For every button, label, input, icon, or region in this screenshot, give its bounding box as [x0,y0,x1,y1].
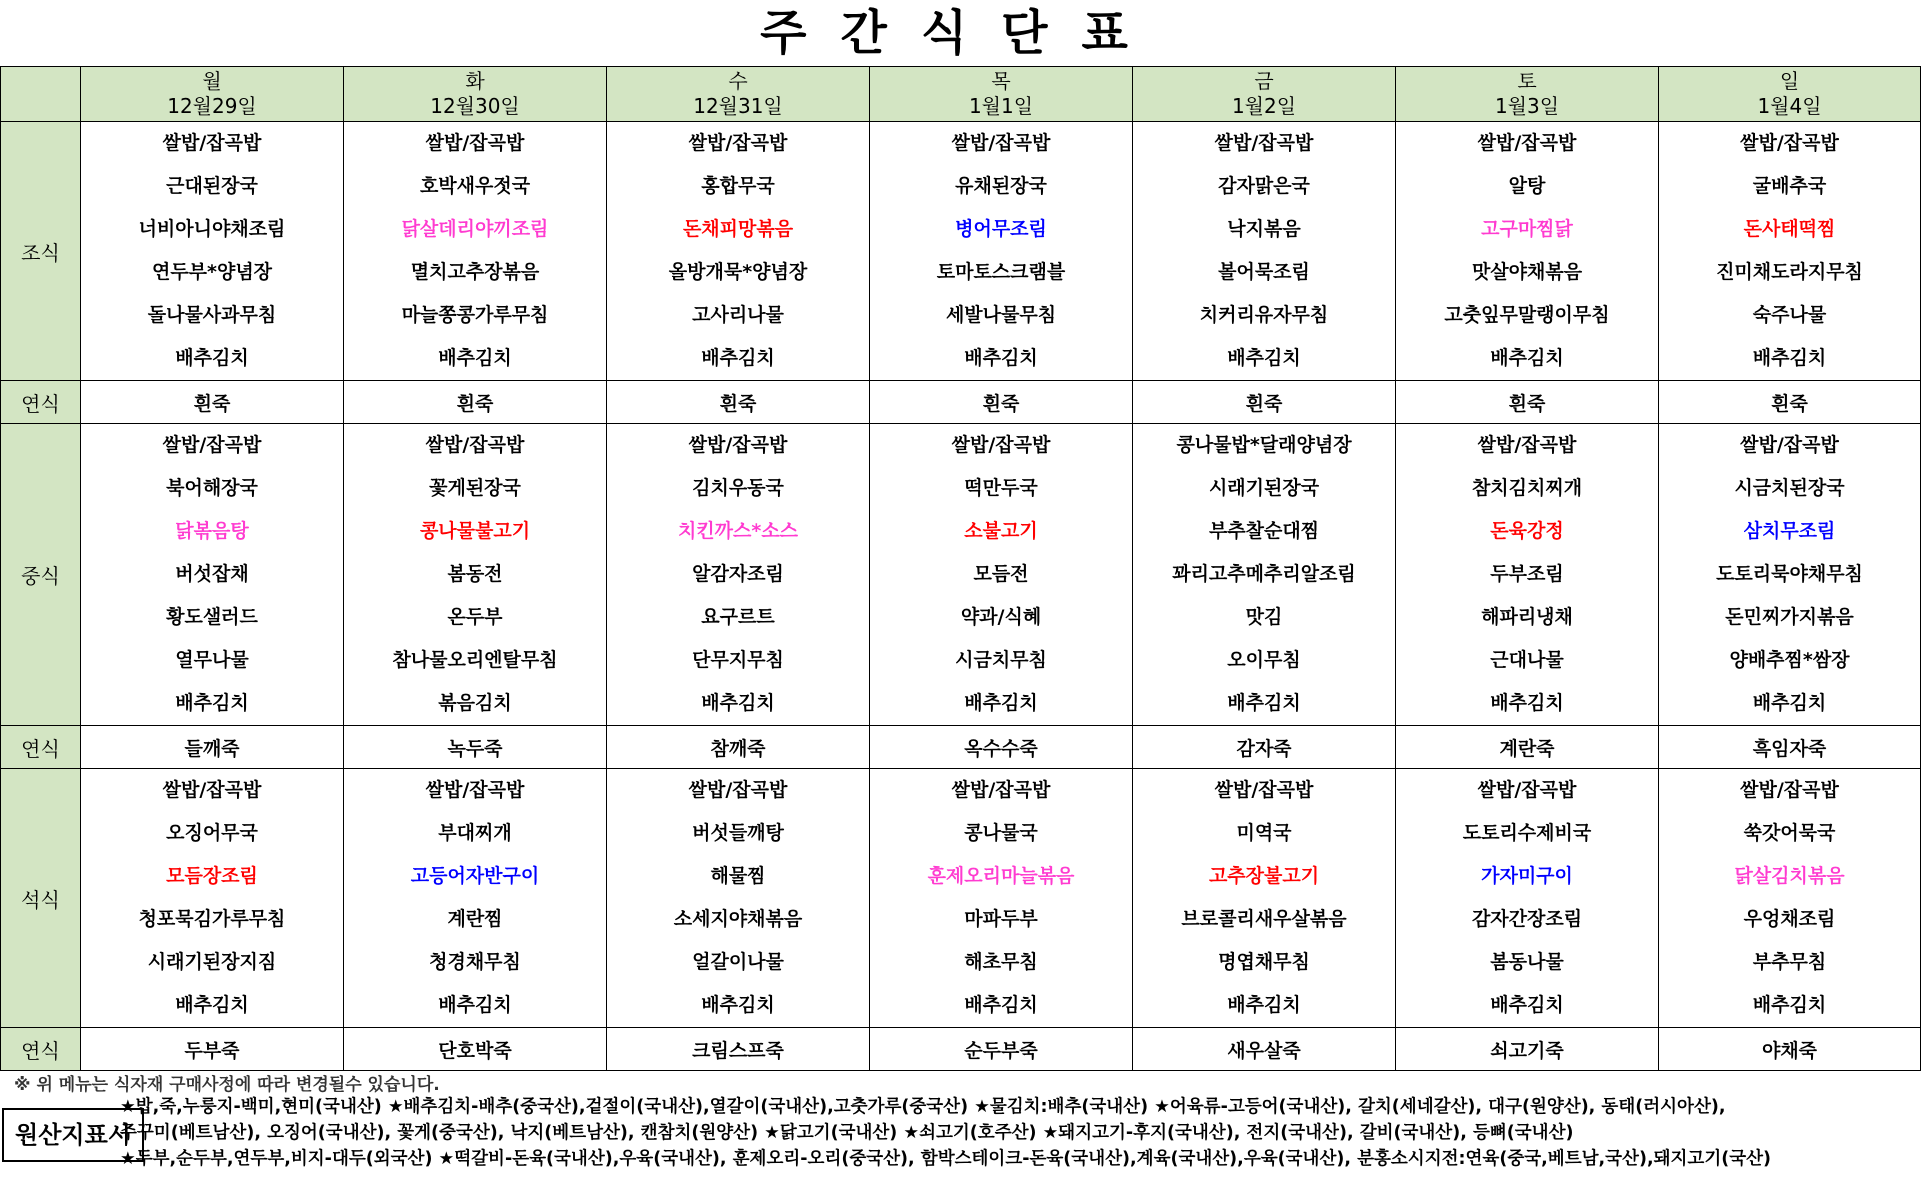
menu-item: 배추김치 [438,347,512,369]
notice-text: ※ 위 메뉴는 식자재 구매사정에 따라 변경될수 있습니다. [14,1075,440,1095]
meal-label: 중식 [1,424,81,726]
menu-item: 시금치무침 [955,649,1047,671]
menu-item: 청경채무침 [429,951,521,973]
day-header [81,67,344,122]
menu-item: 너비아니야채조림 [138,218,286,240]
day-name: 금 [1254,69,1274,93]
menu-item: 쌀밥/잡곡밥 [688,132,788,154]
menu-item: 오이무침 [1227,649,1301,671]
menu-item: 쌀밥/잡곡밥 [688,779,788,801]
menu-item: 쌀밥/잡곡밥 [951,779,1051,801]
menu-item: 도토리묵야채무침 [1716,563,1863,585]
menu-item: 참치김치찌개 [1471,477,1583,499]
menu-item: 쌀밥/잡곡밥 [1477,779,1577,801]
menu-item: 올방개묵*양념장 [668,261,808,283]
day-header [870,67,1133,122]
day-date: 1월2일 [1231,94,1297,118]
menu-cell [344,769,607,1028]
menu-cell [1659,122,1921,381]
menu-item: 황도샐러드 [166,606,258,628]
snack-cell: 녹두죽 [344,726,607,769]
menu-item: 부추무침 [1752,951,1827,973]
menu-item: 쌀밥/잡곡밥 [425,779,525,801]
menu-item: 돈육강정 [1490,520,1564,542]
menu-item: 맛살야채볶음 [1471,261,1583,283]
menu-item: 삼치무조림 [1743,520,1836,542]
snack-cell: 단호박죽 [344,1028,607,1071]
menu-item: 감자맑은국 [1218,175,1310,197]
day-date: 1월1일 [968,94,1034,118]
menu-item: 배추김치 [701,692,775,714]
menu-item: 멸치고추장볶음 [410,261,540,283]
meal-label: 연식 [1,726,81,769]
page-title: 주간식단표 [760,5,1162,61]
menu-item: 마파두부 [964,908,1038,930]
snack-cell: 흰죽 [1659,381,1921,424]
menu-item: 미역국 [1236,822,1292,844]
menu-item: 콩나물국 [964,822,1038,844]
menu-cell [1133,122,1396,381]
menu-item: 근대된장국 [166,175,258,197]
menu-item: 배추김치 [1490,347,1564,369]
menu-item: 쌀밥/잡곡밥 [951,132,1051,154]
snack-cell: 흰죽 [344,381,607,424]
menu-cell [870,769,1133,1028]
meal-row-lunch [1,424,1921,726]
snack-cell: 옥수수죽 [870,726,1133,769]
day-name: 일 [1779,69,1800,93]
menu-item: 근대나물 [1490,649,1564,671]
menu-item: 모듬장조림 [166,865,258,887]
menu-item: 쌀밥/잡곡밥 [951,434,1051,456]
menu-item: 온두부 [447,606,503,628]
menu-cell [1133,424,1396,726]
day-name: 월 [202,69,222,93]
menu-cell [344,122,607,381]
menu-item: 해초무침 [964,951,1038,973]
menu-cell [344,424,607,726]
menu-item: 토마토스크램블 [936,261,1066,283]
menu-cell [1396,122,1659,381]
menu-item: 소불고기 [964,520,1038,542]
menu-item: 청포묵김가루무침 [138,908,286,930]
menu-item: 시래기된장지짐 [147,951,277,973]
menu-cell [1396,769,1659,1028]
menu-item: 버섯들깨탕 [692,822,784,844]
menu-item: 배추김치 [1227,347,1301,369]
menu-item: 배추김치 [1227,692,1301,714]
menu-item: 북어해장국 [166,477,258,499]
day-name: 화 [465,69,485,93]
day-header [1133,67,1396,122]
menu-item: 쌀밥/잡곡밥 [1740,779,1839,801]
menu-item: 고등어자반구이 [410,865,540,887]
menu-cell [870,424,1133,726]
menu-item: 연두부*양념장 [151,261,273,283]
origin-info [120,1094,1920,1172]
menu-item: 우엉채조림 [1743,908,1836,930]
day-date: 12월30일 [430,94,520,118]
menu-item: 오징어무국 [166,822,258,844]
day-header [1396,67,1659,122]
day-date: 12월31일 [693,94,783,118]
snack-cell: 감자죽 [1133,726,1396,769]
menu-item: 볶음김치 [438,692,512,714]
day-date: 1월3일 [1494,94,1560,118]
menu-item: 쌀밥/잡곡밥 [1214,779,1314,801]
day-name: 토 [1517,69,1537,93]
menu-cell [81,769,344,1028]
meal-label: 조식 [1,122,81,381]
weekly-menu-table [0,66,1921,1071]
menu-item: 떡만두국 [964,477,1038,499]
menu-item: 배추김치 [1227,994,1301,1016]
menu-cell [607,122,870,381]
menu-item: 돈사태떡찜 [1743,218,1836,240]
day-header-row [1,67,1921,122]
menu-item: 김치우동국 [692,477,784,499]
menu-item: 쌀밥/잡곡밥 [1740,132,1839,154]
menu-item: 치킨까스*소스 [677,520,799,542]
menu-item: 부추찰순대찜 [1208,520,1320,542]
snack-cell: 쇠고기죽 [1396,1028,1659,1071]
menu-item: 시래기된장국 [1208,477,1320,499]
menu-item: 쌀밥/잡곡밥 [162,779,262,801]
menu-item: 닭살김치볶음 [1734,865,1845,887]
day-name: 수 [728,69,748,93]
snack-cell: 계란죽 [1396,726,1659,769]
menu-item: 배추김치 [175,994,249,1016]
origin-line: ★두부,순두부,연두부,비지-대두(외국산) ★떡갈비-돈육(국내산),우육(국내산), 훈제오리-오리(중국산), 함박스테이크-돈육(국내산),계육(국내산),우육(국내산), 분홍소시지전:연육(중국,베트남,국산),돼지고기(국산) [120,1149,1772,1169]
menu-item: 배추김치 [175,692,249,714]
menu-item: 병어무조림 [955,218,1047,240]
menu-item: 요구르트 [701,606,775,628]
menu-item: 배추김치 [1490,994,1564,1016]
origin-line: ★밥,죽,누룽지-백미,현미(국내산) ★배추김치-배추(중국산),겉절이(국내산),열갈이(국내산),고춧가루(중국산) ★물김치:배추(국내산) ★어육류-고등어(국내산), 갈치(세네갈산), 대구(원양산), 동태(러시아산), [120,1097,1726,1117]
menu-item: 쑥갓어묵국 [1743,822,1836,844]
menu-item: 고추장불고기 [1208,865,1320,887]
menu-item: 버섯잡채 [175,563,249,585]
day-name: 목 [991,69,1011,93]
snack-cell: 크림스프죽 [607,1028,870,1071]
menu-item: 참나물오리엔탈무침 [392,649,558,671]
menu-item: 배추김치 [438,994,512,1016]
menu-item: 감자간장조림 [1471,908,1583,930]
menu-item: 닭살데리야끼조림 [401,218,549,240]
day-header [607,67,870,122]
snack-cell: 흰죽 [1133,381,1396,424]
menu-item: 돈민찌가지볶음 [1725,606,1854,628]
snack-cell: 두부죽 [81,1028,344,1071]
snack-cell: 흰죽 [1396,381,1659,424]
menu-item: 배추김치 [1490,692,1564,714]
menu-item: 쌀밥/잡곡밥 [1740,434,1839,456]
menu-item: 도토리수제비국 [1462,822,1592,844]
menu-item: 브로콜리새우살볶음 [1181,908,1347,930]
menu-item: 콩나물밥*달래양념장 [1176,434,1352,456]
menu-item: 두부조림 [1490,563,1564,585]
menu-item: 계란찜 [447,908,503,930]
menu-cell [607,769,870,1028]
menu-item: 쌀밥/잡곡밥 [162,132,262,154]
snack-cell: 참깨죽 [607,726,870,769]
menu-item: 명엽채무침 [1218,951,1310,973]
menu-item: 배추김치 [701,994,775,1016]
menu-item: 호박새우젓국 [419,175,531,197]
menu-item: 배추김치 [701,347,775,369]
menu-item: 배추김치 [964,994,1038,1016]
snack-row [1,726,1921,769]
day-header [344,67,607,122]
menu-item: 쌀밥/잡곡밥 [1477,434,1577,456]
meal-label: 연식 [1,1028,81,1071]
menu-item: 쌀밥/잡곡밥 [1477,132,1577,154]
menu-item: 쌀밥/잡곡밥 [162,434,262,456]
day-header [1659,67,1921,122]
menu-item: 쌀밥/잡곡밥 [425,434,525,456]
menu-item: 숙주나물 [1752,304,1827,326]
menu-item: 훈제오리마늘볶음 [927,865,1075,887]
menu-item: 맛김 [1245,606,1283,628]
menu-cell [1659,424,1921,726]
menu-item: 꽃게된장국 [429,477,521,499]
menu-item: 쌀밥/잡곡밥 [1214,132,1314,154]
menu-item: 돌나물사과무침 [147,304,277,326]
day-date: 1월4일 [1757,94,1822,118]
menu-item: 배추김치 [1752,994,1827,1016]
menu-item: 봄동나물 [1490,951,1564,973]
menu-item: 유채된장국 [955,175,1047,197]
menu-item: 진미채도라지무침 [1716,261,1863,283]
menu-item: 얼갈이나물 [692,951,784,973]
menu-item: 쌀밥/잡곡밥 [425,132,525,154]
menu-item: 세발나물무침 [945,304,1057,326]
menu-cell [81,424,344,726]
menu-item: 배추김치 [964,347,1038,369]
menu-item: 모듬전 [973,563,1029,585]
meal-row-breakfast [1,122,1921,381]
snack-cell: 흑임자죽 [1659,726,1921,769]
menu-item: 양배추찜*쌈장 [1729,649,1850,671]
menu-item: 약과/식혜 [960,606,1042,628]
menu-item: 해파리냉채 [1481,606,1573,628]
menu-item: 고사리나물 [692,304,784,326]
meal-row-dinner [1,769,1921,1028]
menu-item: 고춧잎무말랭이무침 [1444,304,1610,326]
menu-item: 고구마찜닭 [1481,218,1573,240]
day-date: 12월29일 [167,94,257,118]
snack-cell: 야채죽 [1659,1028,1921,1071]
menu-item: 가자미구이 [1481,865,1573,887]
menu-cell [1396,424,1659,726]
menu-item: 열무나물 [175,649,249,671]
menu-item: 돈채피망볶음 [682,218,794,240]
menu-item: 마늘쫑콩가루무침 [401,304,549,326]
snack-cell: 새우살죽 [1133,1028,1396,1071]
snack-row [1,1028,1921,1071]
snack-cell: 흰죽 [81,381,344,424]
snack-cell: 흰죽 [607,381,870,424]
menu-item: 시금치된장국 [1734,477,1845,499]
menu-item: 꽈리고추메추리알조림 [1172,563,1356,585]
menu-item: 부대찌개 [438,822,512,844]
snack-row [1,381,1921,424]
menu-cell [1133,769,1396,1028]
menu-item: 볼어묵조림 [1218,261,1310,283]
menu-item: 알감자조림 [692,563,784,585]
menu-item: 배추김치 [175,347,249,369]
meal-label: 석식 [1,769,81,1028]
snack-cell: 순두부죽 [870,1028,1133,1071]
origin-label: 원산지표시 [2,1108,144,1162]
corner-cell [1,67,81,122]
menu-item: 배추김치 [964,692,1038,714]
menu-item: 치커리유자무침 [1199,304,1329,326]
menu-item: 해물찜 [710,865,766,887]
menu-item: 홍합무국 [701,175,775,197]
snack-cell: 들깨죽 [81,726,344,769]
menu-item: 굴배추국 [1752,175,1827,197]
menu-item: 단무지무침 [692,649,784,671]
menu-item: 배추김치 [1752,692,1827,714]
menu-cell [870,122,1133,381]
menu-cell [607,424,870,726]
menu-item: 닭볶음탕 [175,520,249,542]
menu-item: 봄동전 [447,563,503,585]
menu-cell [81,122,344,381]
meal-label: 연식 [1,381,81,424]
menu-cell [1659,769,1921,1028]
menu-item: 배추김치 [1752,347,1827,369]
menu-item: 낙지볶음 [1227,218,1301,240]
menu-item: 알탕 [1508,175,1546,197]
snack-cell: 흰죽 [870,381,1133,424]
origin-line: 주꾸미(베트남산), 오징어(국내산), 꽃게(중국산), 낙지(베트남산), 캔참치(원양산) ★닭고기(국내산) ★쇠고기(호주산) ★돼지고기-후지(국내산), 전지(국내산), 갈비(국내산), 등뼈(국내산) [120,1123,1574,1143]
menu-item: 콩나물불고기 [419,520,531,542]
menu-item: 쌀밥/잡곡밥 [688,434,788,456]
menu-item: 소세지야채볶음 [673,908,803,930]
